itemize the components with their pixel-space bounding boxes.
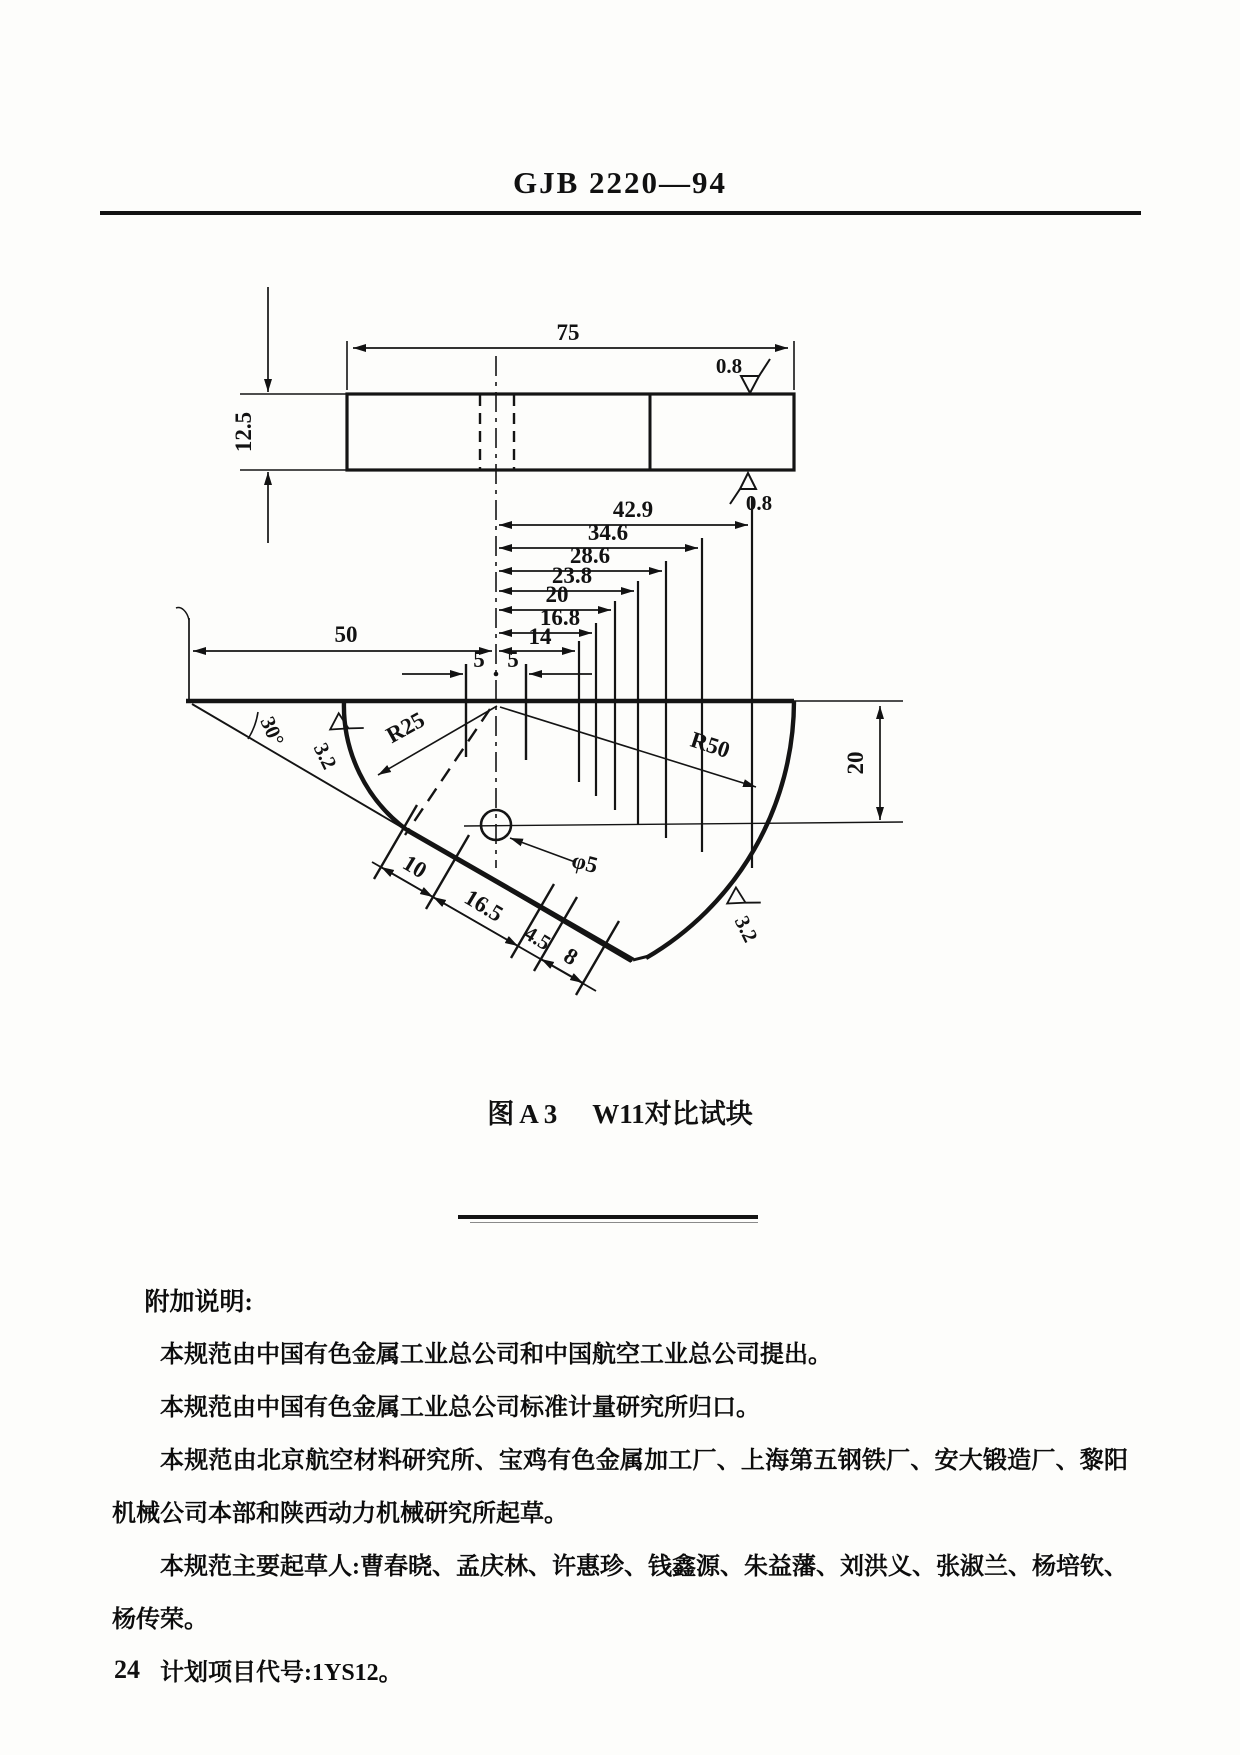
hole-dia-label: φ5 bbox=[569, 847, 601, 878]
roughness-bottom-label: 0.8 bbox=[745, 491, 773, 515]
notes-paragraph: 本规范由北京航空材料研究所、宝鸡有色金属加工厂、上海第五钢铁厂、安大锻造厂、黎阳机械公司本部和陕西动力机械研究所起草。 bbox=[112, 1448, 1128, 1527]
notch-dimension-stack bbox=[402, 497, 752, 868]
roughness-symbol-top bbox=[716, 354, 770, 393]
section-divider-shadow bbox=[470, 1222, 758, 1223]
dim-14-label: 14 bbox=[528, 624, 552, 649]
notes-heading: 附加说明: bbox=[144, 1289, 253, 1316]
dim-12-5-label: 12.5 bbox=[231, 411, 256, 453]
dim-34-6-label: 34.6 bbox=[587, 520, 629, 545]
figure-label: 图A3 bbox=[487, 1099, 563, 1129]
block-outline bbox=[186, 701, 903, 962]
dim-42-9-label: 42.9 bbox=[612, 497, 654, 522]
roughness-arc-label: 3.2 bbox=[729, 911, 763, 946]
notes-paragraph: 本规范主要起草人:曹春晓、孟庆林、许惠珍、钱鑫源、朱益藩、刘洪义、张淑兰、杨培钦、杨传荣。 bbox=[112, 1554, 1128, 1633]
dim-5-right-label: 5 bbox=[507, 647, 519, 672]
dim-28-6-label: 28.6 bbox=[569, 543, 611, 568]
dim-5-left-label: 5 bbox=[473, 647, 485, 672]
section-divider bbox=[458, 1215, 758, 1219]
notes-paragraph: 计划项目代号:1YS12。 bbox=[160, 1660, 403, 1686]
hole-phi5 bbox=[464, 810, 903, 878]
angle-30 bbox=[248, 712, 289, 749]
r50-label: R50 bbox=[687, 726, 734, 763]
dim-50 bbox=[176, 608, 492, 700]
roughness-top-label: 0.8 bbox=[715, 354, 743, 378]
notes-paragraph: 本规范由中国有色金属工业总公司和中国航空工业总公司提出。 bbox=[160, 1342, 832, 1368]
chain-10-label: 10 bbox=[398, 849, 432, 884]
additional-notes bbox=[112, 1276, 1128, 1700]
standard-code: GJB 2220—94 bbox=[512, 165, 728, 200]
chain-8-label: 8 bbox=[559, 942, 583, 971]
dim-75-label: 75 bbox=[556, 320, 580, 345]
angle-30-label: 30° bbox=[255, 712, 290, 750]
radius-r25 bbox=[378, 706, 497, 775]
dim-50-label: 50 bbox=[334, 622, 358, 647]
side-view-bar bbox=[347, 394, 794, 470]
r25-label: R25 bbox=[381, 706, 429, 748]
page-number: 24 bbox=[114, 1655, 140, 1684]
dim-23-8-label: 23.8 bbox=[551, 563, 593, 588]
radius-r50 bbox=[500, 707, 756, 787]
chain-4-5-label: 4.5 bbox=[520, 920, 556, 956]
figure-title: W11对比试块 bbox=[592, 1099, 753, 1129]
dim-20-label: 20 bbox=[545, 582, 569, 607]
figure-caption bbox=[0, 1092, 1240, 1131]
dim-12-5 bbox=[231, 287, 346, 543]
chain-16-5-label: 16.5 bbox=[460, 884, 508, 927]
depth-20-label: 20 bbox=[843, 751, 868, 775]
dim-16-8-label: 16.8 bbox=[539, 605, 581, 630]
notes-paragraph: 本规范由中国有色金属工业总公司标准计量研究所归口。 bbox=[160, 1395, 760, 1421]
roughness-left-label: 3.2 bbox=[308, 738, 342, 773]
dim-depth-20 bbox=[843, 706, 880, 820]
